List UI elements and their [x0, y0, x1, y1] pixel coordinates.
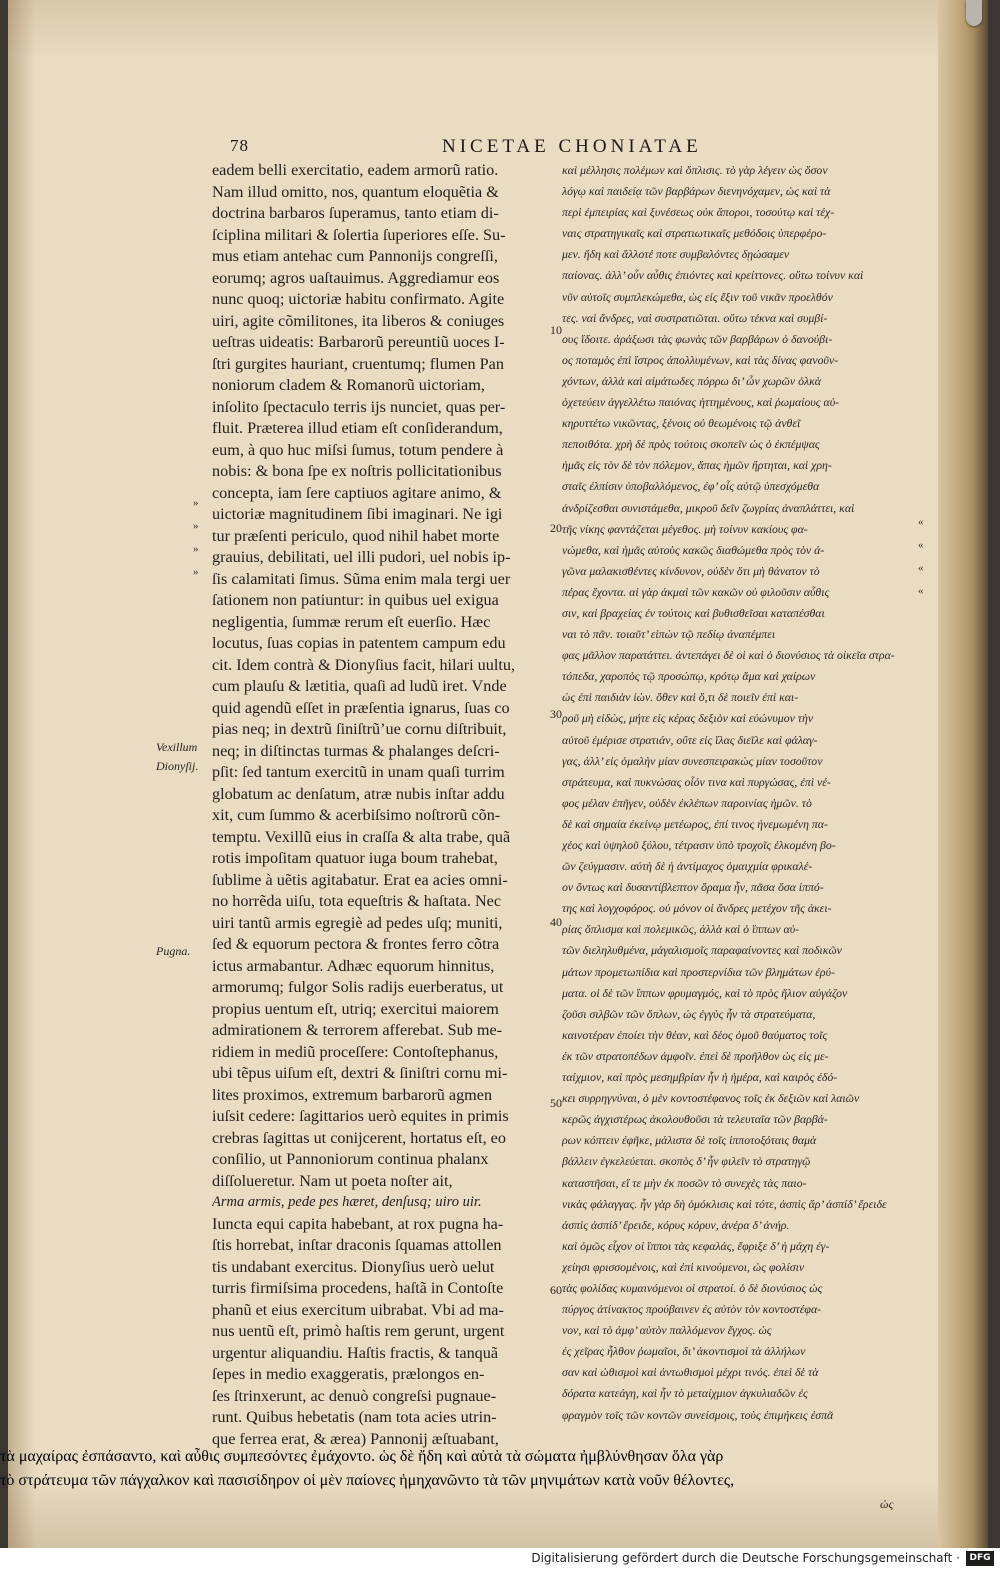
- latin-line: urgentur aliquandiu. Haſtis fractis, & tanquã: [212, 1343, 499, 1362]
- greek-tail-line: τὸ στράτευμα τῶν πάγχαλκον καὶ πασισίδηρον οἱ μὲν παίονες ἠμηχανῶντο τὰ τῶν μηνιμάτων κατὰ νοῦν θέλοντες,: [0, 1472, 735, 1489]
- greek-line: δὲ καὶ σημαία ἐκείνῳ μετέωρος, ἐπί τινος ἠνεμωμένη πα-: [562, 816, 828, 831]
- greek-line: νώμεθα, καὶ ἡμᾶς αὐτοὺς κακῶς διαθώμεθα πρὸς τὸν ἀ-: [562, 542, 825, 557]
- greek-line: πέρας ἔχοντα. αἱ γὰρ ἀκμαὶ τῶν κακῶν οὐ φιλοῦσιν αὖθις: [562, 584, 830, 599]
- latin-line: Nam illud omitto, nos, quantum eloquẽtia &: [212, 182, 499, 201]
- latin-line: uiri, agite cõmilitones, ita liberos & coniuges: [212, 311, 505, 330]
- line-number: 20: [550, 521, 562, 535]
- latin-line: ſationem non patiuntur: in quibus uel exigua: [212, 591, 499, 609]
- greek-line: ους ἴδοιτε. ἀράξωσι τὰς φωνὰς τῶν βαρβάρων ὁ δανούβι-: [562, 331, 833, 346]
- latin-line: lites proximos, extremum barbarorũ agmen: [212, 1085, 493, 1104]
- latin-line: nus uentũ eſt, primò haſtis rem gerunt, urgent: [212, 1322, 505, 1340]
- greek-line: φας μᾶλλον παρατάττει. ἀντεπάγει δὲ οἱ καὶ ὁ διονύσιος τὰ οἰκεῖα στρα-: [562, 648, 895, 663]
- quote-mark-right: «: [918, 585, 923, 597]
- greek-line: γῶνα μαλακισθέντες κίνδυνον, οὐδὲν ὅτι μὴ θάνατον τὸ: [562, 563, 820, 578]
- quote-mark-right: «: [918, 539, 923, 551]
- latin-line: ſepes in medio exaggeratis, prælongos en-: [212, 1365, 485, 1383]
- greek-line: καταστῆσαι, εἴ τε μὴν ἐκ ποσῶν τὸ συνεχὲς τὰς παιο-: [562, 1175, 807, 1190]
- latin-line: ſtri gurgites hauriant, cruentumq; flumen Pan: [212, 354, 504, 373]
- greek-line: παίονας. ἀλλ’ οὖν αὖθις ἐπιόντες καὶ κρείττονες. οὕτω τοίνυν καὶ: [562, 268, 864, 283]
- greek-line: πύργος ἀτίνακτος προύβαινεν ἐς αὐτὸν τὸν κοντοστέφα-: [562, 1302, 822, 1317]
- greek-line: φος μέλαν ἐπῆγεν, οὐδὲν ἐκλέπων παροινίας ἡμῶν. τὸ: [562, 795, 812, 810]
- greek-line: χείησι φρισσομένοις, καὶ ἐπὶ κινούμενοι, ὡς φολίσιν: [562, 1259, 805, 1274]
- latin-column: [212, 160, 562, 1450]
- greek-line: ος ποταμὸς ἐπὶ ἴστρος ἀπολλυμένων, καὶ τὰς δίνας φανοῦν-: [562, 352, 839, 367]
- line-number: 50: [550, 1096, 562, 1110]
- greek-line: ροῦ μὴ εἰδὼς, μήτε εἰς κέρας δεξιὸν καὶ εὐώνυμον τὴν: [562, 711, 814, 726]
- greek-line: τῶν διεληλυθμένα, μάγαλισμοῖς παραφαίνοντες καὶ ποδικῶν: [562, 943, 842, 958]
- line-number: 40: [550, 915, 562, 929]
- latin-line: ſes ſtrinxerunt, ac denuò congreſsi pugnaue-: [212, 1386, 497, 1405]
- latin-line: quid agendũ eſſet in præſentia ignarus, ſuas co: [212, 698, 510, 717]
- greek-line: ρων κόπτειν ἐφῆκε, μάλιστα δὲ τοῖς ἱπποτοξόταις θαμὰ: [562, 1133, 817, 1148]
- latin-line: eorumq; agros uaſtauimus. Aggrediamur eos: [212, 268, 500, 287]
- footer-bar: [0, 1548, 1000, 1570]
- greek-line: ἀνδρίζεσθαι συνιστάμεθα, μικροῦ δεῖν ζωγρίας ἀναπλάττει, καὶ: [562, 500, 855, 515]
- greek-line: ἐκ τῶν στρατοπέδων ἀμφοῖν. ἐπεὶ δὲ προῆλθον ὡς εἰς με-: [562, 1048, 829, 1063]
- latin-line: Iuncta equi capita habebant, at rox pugna ha-: [212, 1214, 504, 1233]
- margin-note-vexillum-word: Vexillum: [156, 740, 198, 754]
- latin-line: mus etiam antehac cum Pannonijs congreſſi,: [212, 247, 498, 265]
- greek-line: ναι τὸ πᾶν. τοιαῦτ’ εἰπὼν τῷ πεδίῳ ἀναπέμπει: [562, 627, 776, 642]
- greek-line: γας, ἀλλ’ εἰς ὁμαλὴν μίαν συνεσπειρακὼς μίαν τοσοῦτον: [562, 753, 823, 768]
- quote-mark-left: »: [193, 497, 198, 509]
- page-clip: [966, 0, 982, 26]
- latin-line: pſit: ſed tantum exercitũ in unam quaſi turrim: [212, 763, 505, 781]
- latin-line: nobis: & bona ſpe ex noſtris pollicitationibus: [212, 462, 502, 480]
- dfg-logo: DFG: [966, 1551, 994, 1566]
- latin-line: xit, cum ſummo & acerbiſsimo noſtrorũ cõn-: [212, 806, 501, 824]
- latin-line: no horrẽda uiſu, tota equeſtris & haſtata. Nec: [212, 892, 502, 910]
- greek-line: περὶ ἐμπειρίας καὶ ξυνέσεως οὐκ ἄποροι, τοσούτῳ καὶ τέχ-: [562, 205, 835, 220]
- latin-line: inſolito ſpectaculo terris ijs nunciet, quas per-: [212, 397, 506, 416]
- greek-line: καὶ ὁμῶς εἶχον οἱ ἵπποι τὰς κεφαλάς, ἔφριξε δ’ ἡ μάχη ἐγ-: [562, 1238, 830, 1253]
- greek-line: χέος καὶ ὑψηλοῦ ξύλου, τέτρασιν ὑπὸ τροχοῖς ἑλκομένη βο-: [562, 838, 836, 852]
- greek-line: φραγμὸν τοῖς τῶν κοντῶν συνείσμοις, τοὺς ἐπιμήκεις ἐσπᾶ: [562, 1407, 834, 1422]
- greek-line: κει συρρηγνύναι, ὁ μὲν κοντοστέφανος τοῖς ἐκ δεξιῶν καὶ λαιῶν: [562, 1091, 860, 1106]
- latin-line: ſublime à uẽtis agitabatur. Erat ea acies omni-: [212, 870, 508, 889]
- latin-line: ridiem in mediũ proceſſere: Contoſtephanus,: [212, 1042, 499, 1061]
- latin-line: locutus, ſuas copias in patentem campum edu: [212, 634, 506, 652]
- greek-line: μάτων προμετωπίδια καὶ προστερνίδια τῶν βλημάτων ἐρύ-: [562, 964, 835, 979]
- running-head-title: NICETAE CHONIATAE: [442, 136, 702, 157]
- margin-note-vexillum: [156, 738, 198, 776]
- greek-line: ὀχετεύειν ἀγγελλέτω παιόνας ἡττημένους, καὶ ῥωμαίους αὐ-: [562, 395, 840, 410]
- greek-line: λόγῳ καὶ παιδείᾳ τῶν βαρβάρων διενηνόχαμεν, ὡς καὶ τὰ: [562, 184, 831, 199]
- latin-line: cum plauſu & lætitia, quaſi ad ludũ iret. Vnde: [212, 677, 507, 695]
- footer-credit: Digitalisierung gefördert durch die Deutsche Forschungsgemeinschaft ·: [531, 1551, 960, 1565]
- greek-line: τῆς νίκης φαντάζεται μέγεθος. μὴ τοίνυν κακίους φα-: [562, 521, 808, 536]
- quote-mark-right: «: [918, 516, 923, 528]
- greek-line: ματα. οἱ δὲ τῶν ἵππων φρυμαγμός, καὶ τὸ πρὸς ἥλιον αὐγάζον: [562, 985, 848, 1000]
- latin-line: phanũ et eius exercitum uibrabat. Vbi ad ma-: [212, 1300, 504, 1319]
- greek-line: τες. ναὶ ἄνδρες, ναὶ συστρατιῶται. οὕτω τέκνα καὶ συμβί-: [562, 310, 828, 325]
- catchword: ὡς: [880, 1497, 894, 1511]
- greek-line: ἐς χεῖρας ἦλθον ῥωμαῖοι, δι’ ἀκοντισμοὶ τὰ ἀλλήλων: [562, 1344, 806, 1359]
- line-number: 30: [550, 707, 562, 721]
- latin-line: eum, à quo huc miſsi ſumus, totum pendere à: [212, 440, 504, 459]
- latin-line: que ferrea erat, & ærea) Pannonij æſtuabant,: [212, 1429, 499, 1448]
- greek-line: ταίχμιον, καὶ πρὸς μεσημβρίαν ἦν ἡ ἡμέρα, καὶ καιρὸς ἐδό-: [562, 1070, 838, 1085]
- latin-line: neq; in diſtinctas turmas & phalanges deſcri-: [212, 741, 500, 760]
- greek-column: [562, 160, 914, 1426]
- book-spine: [938, 0, 988, 1548]
- greek-line: καὶ μέλλησις πολέμων καὶ ὅπλισις. τὸ γὰρ λέγειν ὡς ὅσον: [562, 163, 828, 177]
- greek-line: σταῖς ἐλπίσιν ὑποβαλλόμενος, ἐφ’ οἷς αὐτῷ ὑπεσχόμεθα: [562, 479, 820, 494]
- quote-mark-left: »: [193, 520, 198, 532]
- latin-line: turris firmiſsima procedens, haſtã in Contoſte: [212, 1279, 504, 1297]
- latin-line: ſed & equorum pectora & frontes ferro cõtra: [212, 935, 500, 953]
- latin-line: diſſolueretur. Nam ut poeta noſter ait,: [212, 1171, 453, 1190]
- greek-line: σαν καὶ ὠθισμοὶ καὶ ἀντωθισμοὶ μέχρι τινός. ἐπεὶ δὲ τὰ: [562, 1365, 819, 1380]
- latin-line: Arma armis, pede pes hæret, denſusq; uiro uir.: [212, 1194, 482, 1210]
- greek-line: ρίας ὅπλισμα καὶ πολεμικῶς, ἀλλὰ καὶ ὁ ἵππων αὐ-: [562, 922, 800, 937]
- greek-line: ζοῦσι σιλβῶν τῶν ὅπλων, ὡς ἐγγὺς ἦν τὰ στρατεύματα,: [562, 1006, 816, 1021]
- greek-line: ον ὄντως καὶ δυσαντίβλεπτον ὅραμα ἦν, πᾶσα ὅσα ἱππό-: [562, 880, 824, 895]
- latin-line: propius uentum eſt, utriq; exercitui maiorem: [212, 999, 499, 1018]
- latin-line: concepta, iam ſere captiuos agitare animo, &: [212, 483, 502, 502]
- greek-line: αὐτοῦ ἐμέρισε στρατιάν, οὔτε εἰς ἴλας διεῖλε καὶ φάλαγ-: [562, 732, 818, 747]
- latin-line: uictoriæ magnitudinem ſibi imaginari. Ne igi: [212, 505, 503, 523]
- greek-line: καινοτέραν ἐποίει τὴν θέαν, καὶ δέος ὁμοῦ θαύματος τοῖς: [562, 1027, 828, 1042]
- margin-note-dionysii-word: Dionyſij.: [156, 759, 199, 773]
- greek-line: ῶν ζεύγμασιν. αὐτὴ δὲ ἡ ἀντίμαχος ὁμαιχμία φρικαλέ-: [562, 859, 813, 874]
- latin-line: noniorum cladem & Romanorũ uictoriam,: [212, 376, 485, 394]
- latin-line: uiri tantũ armis egregiè ad pedes uſq; muniti,: [212, 913, 503, 932]
- quote-mark-left: »: [193, 543, 198, 555]
- greek-line: μεν. ἤδη καὶ ἄλλοτέ ποτε συμβαλόντες δῃώσαμεν: [562, 247, 790, 262]
- greek-line: δόρατα κατεάγη, καὶ ἦν τὸ μεταίχμιον ἀγκυλιαδῶν ἐς: [562, 1386, 808, 1401]
- greek-line: βάλλειν ἐγκελεύεται. σκοπὸς δ’ ἦν φιλεῖν τὸ στρατηγῷ: [562, 1154, 811, 1169]
- greek-line: σιν, καὶ βραχείας ἐν τούτοις καὶ βυθισθεῖσαι καταπέσθαι: [562, 605, 825, 620]
- greek-line: νικὰς φάλαγγας. ἦν γὰρ δὴ ὁμόκλισις καὶ τότε, ἀσπὶς ἄρ’ ἀσπίδ’ ἔρειδε: [562, 1196, 887, 1211]
- latin-line: rotis impoſitam quatuor iuga boum trahebat,: [212, 849, 498, 867]
- page-number: 78: [230, 136, 249, 155]
- greek-line: νον, καὶ τὸ ἀμφ’ αὐτὸν παλλόμενον ἔγχος. ὡς: [562, 1323, 772, 1338]
- greek-line: ναις στρατηγικαῖς καὶ στρατιωτικαῖς μεθόδοις ὑπερφέρο-: [562, 226, 827, 241]
- greek-tail-line: τὰ μαχαίρας ἐσπάσαντο, καὶ αὖθις συμπεσόντες ἐμάχοντο. ὡς δὲ ἤδη καὶ αὐτὰ τὰ σώματα ἠμβλύνθησαν ὅλα γὰρ: [0, 1448, 724, 1465]
- latin-line: pias neq; in dextrũ ſiniſtrũ’ue cornu diſtribuit,: [212, 720, 507, 738]
- greek-line: κερῶς ἀγχιστέρως ἀκολουθοῦσι τὰ τελευταῖα τῶν βαρβά-: [562, 1112, 828, 1127]
- latin-line: ſis calamitati ſimus. Sũma enim mala tergi uer: [212, 569, 511, 588]
- latin-line: nunc quoq; uictoriæ habitu confirmato. Agite: [212, 290, 505, 308]
- greek-line: χόντων, ἀλλὰ καὶ αἱμάτωδες πόρρω δι’ ὧν χωρῶν ὁλκὰ: [562, 373, 821, 388]
- latin-line: doctrina barbaros ſuperamus, tanto etiam di-: [212, 204, 499, 222]
- greek-line: τόπεδα, χαροπὸς τῷ προσώπῳ, κρότῳ ἅμα καὶ χαίρων: [562, 669, 816, 684]
- latin-line: runt. Quibus hebetatis (nam tota acies utrin-: [212, 1408, 497, 1426]
- greek-line: της καὶ λογχοφόρος. οὐ μόνον οἱ ἄνδρες μετέχον τῆς ἀκει-: [562, 901, 832, 916]
- latin-line: iuſsit cedere: ſagittarios uerò equites in primis: [212, 1107, 509, 1125]
- greek-line: ἀσπὶς ἀσπίδ’ ἔρειδε, κόρυς κόρυν, ἀνέρα δ’ ἀνήρ.: [562, 1217, 790, 1232]
- latin-line: conſilio, ut Pannoniorum continua phalanx: [212, 1150, 489, 1168]
- greek-line: κηρυττέτω νικῶντας, ξένοις οὐ θεωμένοις τῷ ἀνθεῖ: [562, 416, 801, 431]
- line-number: 10: [550, 323, 562, 337]
- latin-line: ſciplina militari & ſolertia ſuperiores eſſe. Su-: [212, 225, 506, 244]
- latin-line: cit. Idem contrà & Dionyſius facit, hilari uultu,: [212, 655, 515, 674]
- latin-line: tur præſenti periculo, quod nihil habet morte: [212, 526, 500, 545]
- latin-line: eadem belli exercitatio, eadem armorũ ratio.: [212, 161, 499, 179]
- greek-line: στράτευμα, καὶ πυκνώσας οἷόν τινα καὶ πυργώσας, ἐπὶ νέ-: [562, 774, 831, 789]
- greek-line: ὡς ἐπὶ παιδιὰν ἰὼν. ὅθεν καὶ ὅ,τι δὲ ποιεῖν ἐπὶ και-: [562, 690, 799, 705]
- latin-line: ueſtras uideatis: Barbarorũ pereuntiũ uoces I-: [212, 333, 505, 351]
- quote-mark-left: »: [193, 566, 198, 578]
- latin-line: negligentia, ſummæ rerum eſt euerſio. Hæc: [212, 612, 491, 631]
- running-header: [210, 136, 910, 160]
- greek-line: τὰς φολίδας κυμαινόμενοι οἱ στρατοί. ὁ δὲ διονύσιος ὡς: [562, 1280, 823, 1295]
- greek-line: ἡμᾶς εἰς τὸν δὲ τὸν πόλεμον, ἅπας ἡμῶν ἤρτηται, καὶ χρη-: [562, 458, 832, 473]
- latin-line: tis undabant exercitus. Dionyſius uerò uelut: [212, 1257, 495, 1276]
- latin-line: crebras ſagittas ut conijcerent, hortatus eſt, eo: [212, 1128, 506, 1147]
- latin-line: armorumq; fulgor Solis radijs euerberatus, ut: [212, 978, 504, 996]
- latin-line: ſtis horrebat, inſtar draconis ſquamas attollen: [212, 1236, 502, 1254]
- latin-line: ubi tẽpus uiſum eſt, dextri & ſiniſtri cornu mi-: [212, 1064, 508, 1082]
- line-number: 60: [550, 1283, 562, 1297]
- latin-line: fluit. Præterea illud etiam eſt conſiderandum,: [212, 419, 503, 437]
- latin-line: grauius, debilitati, uel illi pudori, uel nobis ip-: [212, 548, 511, 566]
- latin-line: admirationem & terrorem afferebat. Sub me-: [212, 1021, 503, 1039]
- quote-mark-right: «: [918, 562, 923, 574]
- margin-note-pugna: Pugna.: [156, 944, 191, 958]
- greek-line: πεποιθότα. χρὴ δὲ πρὸς τούτοις σκοπεῖν ὡς ὁ ἐκπέμψας: [562, 437, 820, 452]
- latin-line: ictus armabantur. Adhæc equorum hinnitus,: [212, 956, 495, 975]
- latin-line: temptu. Vexillũ eius in craſſa & alta trabe, quã: [212, 827, 511, 846]
- latin-line: globatum ac denſatum, atræ nubis inſtar addu: [212, 784, 505, 803]
- greek-line: νῦν αὐτοῖς συμπλεκώμεθα, ὡς εἰς ἔξιν τοῦ νικᾶν προελθόν: [562, 289, 833, 304]
